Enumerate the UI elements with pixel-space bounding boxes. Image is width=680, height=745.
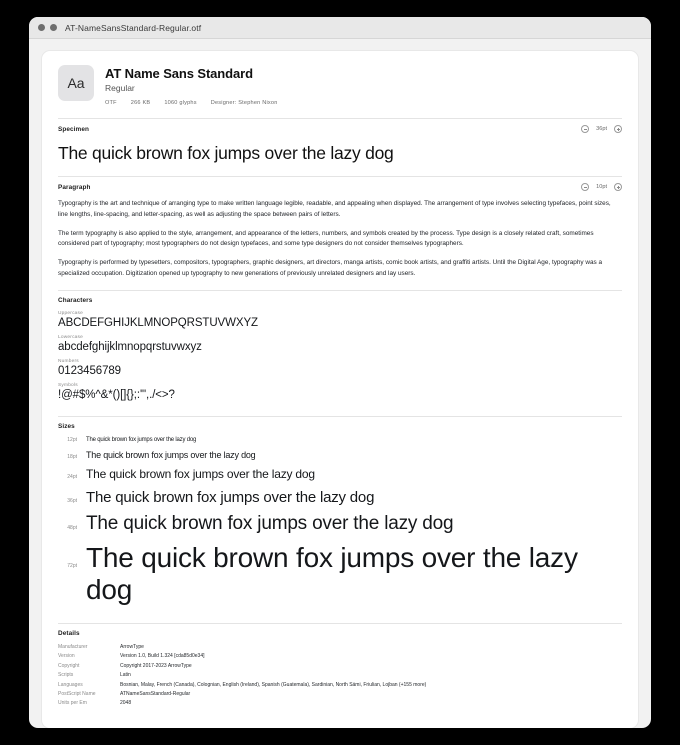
paragraph-text: The term typography is also applied to the style, arrangement, and appearance of the letters, numbers, and symbols created by the process. Type design is a closely related craft, sometimes considered part of typography; most typographers do not design typefaces, and some type designers do not consider themselves typographers. [58,229,594,248]
character-group-lowercase [58,335,622,353]
detail-value: Version 1.0, Build 1.324 [cda85d0e34] [120,653,205,660]
window-content [29,39,651,728]
size-row [58,542,622,606]
detail-key: Scripts [58,672,74,679]
detail-value: 2048 [120,700,132,707]
font-header-text [105,65,278,106]
size-label: 24pt [67,473,77,480]
detail-row [58,644,622,650]
font-name: AT Name Sans Standard [105,66,253,81]
detail-row [58,700,622,706]
detail-row [58,682,622,688]
size-sample-text: The quick brown fox jumps over the lazy dog [86,512,454,534]
zoom-in-icon[interactable] [614,183,622,191]
details-title: Details [58,630,80,637]
specimen-section-header [58,118,622,133]
character-group-symbols [58,383,622,401]
detail-key: Languages [58,681,83,688]
paragraph-body [58,191,622,290]
detail-key: PostScript Name [58,690,96,697]
detail-value: Bosnian, Malay, French (Canada), Colognian, English (Ireland), Spanish (Guatemala), Sardinian, North Sámi, Friulian, Lojban (+155 more) [120,681,427,688]
size-sample-text: The quick brown fox jumps over the lazy dog [86,541,578,605]
size-row [58,489,622,506]
font-format: OTF [105,100,117,106]
font-sheet [42,51,638,728]
size-label: 72pt [67,562,77,569]
size-sample-text: The quick brown fox jumps over the lazy dog [86,450,256,461]
detail-key: Copyright [58,662,80,669]
sizes-body [58,430,622,624]
zoom-out-icon[interactable] [581,125,589,133]
character-group-numbers [58,359,622,377]
window-title: AT-NameSansStandard-Regular.otf [65,22,202,33]
detail-row [58,691,622,697]
font-preview-window [29,17,651,728]
specimen-zoom-value: 36pt [596,126,607,132]
sizes-title: Sizes [58,422,75,430]
size-label: 12pt [67,436,77,443]
characters-section-header [58,290,622,304]
paragraph-text: Typography is the art and technique of arranging type to make written language legible, readable, and appealing when displayed. The arrangement of type involves selecting typefaces, point sizes, line lengths, line-spacing, and letter-spacing, as well as adjusting the space between pairs of letters. [58,200,611,218]
size-label: 48pt [67,524,77,531]
paragraph-zoom-value: 10pt [596,184,607,190]
characters-body [58,304,622,416]
font-style: Regular [105,83,135,93]
characters-title: Characters [58,296,93,304]
character-group-label: Numbers [58,358,79,364]
font-header [58,51,622,118]
size-sample-text: The quick brown fox jumps over the lazy dog [86,488,375,506]
detail-row [58,672,622,678]
detail-row [58,653,622,659]
character-group-label: Uppercase [58,310,83,316]
detail-value: ATNameSansStandard-Regular [120,690,191,697]
detail-value: Copyright 2017-2023 ArrowType [120,662,192,669]
detail-key: Units per Em [58,700,87,707]
close-icon[interactable] [38,24,45,31]
size-sample-text: The quick brown fox jumps over the lazy dog [86,466,315,481]
zoom-out-icon[interactable] [581,183,589,191]
sizes-section-header [58,416,622,430]
character-group-label: Lowercase [58,334,83,340]
size-label: 18pt [67,454,77,461]
character-group-text: 0123456789 [58,364,121,377]
font-meta-row [105,100,278,106]
character-group-label: Symbols [58,382,78,388]
size-row [58,450,622,460]
specimen-title: Specimen [58,125,89,133]
details-section-header [58,623,622,637]
paragraph-section-header [58,176,622,191]
size-row [58,468,622,482]
paragraph-title: Paragraph [58,183,91,191]
zoom-in-icon[interactable] [614,125,622,133]
detail-value: Latin [120,672,131,679]
size-row [58,513,622,535]
minimize-icon[interactable] [50,24,57,31]
detail-value: ArrowType [120,644,144,650]
detail-row [58,663,622,669]
specimen-zoom-controls[interactable] [581,125,622,133]
window-titlebar [29,17,651,39]
paragraph-text: Typography is performed by typesetters, compositors, typographers, graphic designers, art directors, manga artists, comic book artists, and graffiti artists. Until the Digital Age, typography was a specialized occupation. Digitization opened up typography to new generations of previously unrelated designers and lay users. [58,259,603,277]
size-row [58,437,622,444]
detail-key: Manufacturer [58,644,88,650]
character-group-uppercase [58,311,622,329]
font-thumbnail: Aa [58,65,94,101]
character-group-text: abcdefghijklmnopqrstuvwxyz [58,340,202,353]
size-label: 36pt [67,497,77,504]
font-filesize: 266 KB [130,100,151,106]
specimen-text: The quick brown fox jumps over the lazy dog [58,143,394,163]
detail-key: Version [58,653,75,660]
character-group-text: ABCDEFGHIJKLMNOPQRSTUVWXYZ [58,316,258,329]
details-body [58,637,622,722]
size-sample-text: The quick brown fox jumps over the lazy dog [86,436,197,443]
character-group-text: !@#$%^&*()[]{};:'",./<>? [58,388,175,401]
paragraph-zoom-controls[interactable] [581,183,622,191]
font-designer: Designer: Stephen Nixon [210,100,278,106]
font-glyph-count: 1060 glyphs [164,100,197,106]
